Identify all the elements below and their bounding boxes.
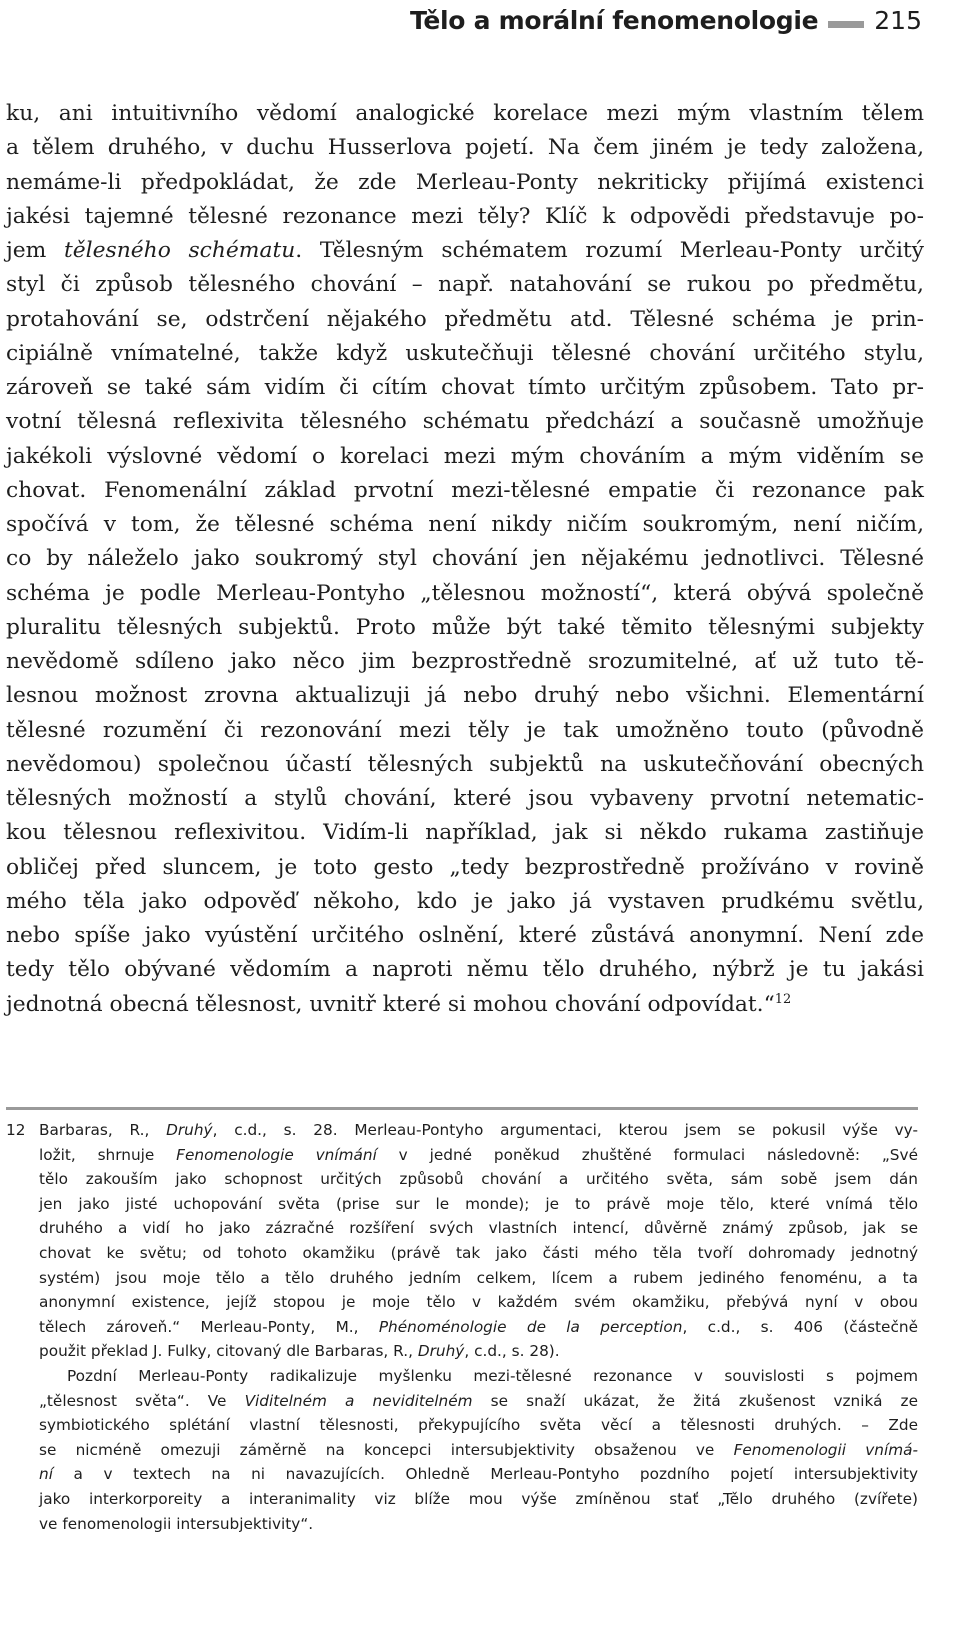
text-segment: , c.d., s. 406 (částečně — [682, 1317, 918, 1336]
header-title: Tělo a morální fenomenologie — [409, 5, 819, 35]
text-line: styl či způsob tělesného chování – např. natahování se rukou po předmětu, — [6, 272, 924, 298]
title-emphasis: Fenomenologii vnímá- — [733, 1440, 919, 1459]
running-header — [410, 0, 922, 40]
footnote-number: 12 — [6, 1121, 26, 1139]
footnote-body — [39, 1118, 918, 1536]
text-segment: tělech zároveň.“ Merleau-Ponty, M., — [39, 1317, 379, 1336]
text-segment: , c.d., s. 28). — [464, 1342, 560, 1361]
footnote-line: ve fenomenologii intersubjektivity“. — [39, 1514, 314, 1533]
footnote-reference[interactable]: 12 — [774, 991, 792, 1007]
text-segment: „tělesnost světa“. Ve — [39, 1391, 245, 1410]
text-line: co by náleželo jako soukromý styl chování jen nějakému jednotlivci. Tělesné — [6, 546, 924, 572]
text-line: spočívá v tom, že tělesné schéma není nikdy ničím soukromým, není ničím, — [6, 512, 924, 537]
footnote-line: systém) jsou moje tělo a tělo druhého jedním celkem, lícem a rubem jediného fenoménu, a ta — [39, 1268, 918, 1287]
text-segment: Barbaras, R., — [39, 1121, 167, 1139]
page-number: 215 — [874, 5, 922, 35]
text-line: lesnou možnost zrovna aktualizuji já nebo druhý nebo všichni. Elementární — [6, 683, 924, 709]
text-segment: použit překlad J. Fulky, citovaný dle Barbaras, R., — [39, 1342, 418, 1361]
footnote-line: druhého a vidí ho jako zázračné rozšíření svých vlastních intencí, důvěrně známý způsob, jak se — [39, 1219, 918, 1238]
text-line: chovat. Fenomenální základ prvotní mezi-tělesné empatie či rezonance pak — [6, 477, 924, 503]
text-segment: jednotná obecná tělesnost, uvnitř které si mohou chování odpovídat.“ — [6, 991, 775, 1017]
text-line: nemáme-li předpokládat, že zde Merleau-Ponty nekriticky přijímá existenci — [6, 169, 924, 195]
footnote-12 — [6, 1118, 918, 1536]
text-line: tedy tělo obývané vědomím a naproti němu tělo druhého, nýbrž je tu jakási — [6, 957, 924, 983]
header-rule — [828, 21, 864, 28]
text-line: mého těla jako odpověď někoho, kdo je jako já vystaven prudkému světlu, — [6, 888, 924, 914]
text-segment: se nicméně omezuji záměrně na koncepci intersubjektivity obsaženou ve — [39, 1440, 734, 1459]
text-line: jakési tajemné tělesné rezonance mezi těly? Klíč k odpovědi představuje po- — [6, 203, 924, 229]
text-line — [6, 988, 924, 1022]
text-segment: , c.d., s. 28. Merleau-Pontyho argumentaci, kterou jsem se pokusil výše vy- — [212, 1121, 918, 1139]
text-line: jakékoli výslovné vědomí o korelaci mezi mým chováním a mým viděním se — [6, 443, 924, 469]
text-segment: se snaží ukázat, že žitá zkušenost vzniká ze — [472, 1391, 918, 1410]
text-line: kou tělesnou reflexivitou. Vidím-li například, jak si někdo rukama zastiňuje — [6, 820, 924, 846]
title-emphasis: Viditelném a neviditelném — [244, 1391, 473, 1410]
footnote-line: chovat ke světu; od tohoto okamžiku (právě tak jako části mého těla tvoří dohromady jednotný — [39, 1243, 918, 1262]
title-emphasis: ní — [39, 1465, 53, 1484]
footnote-line: anonymní existence, jejíž stopou je moje tělo v každém svém okamžiku, přebývá nyní v obou — [39, 1293, 918, 1312]
text-segment: v jedné poněkud zhuštěné formulaci následovně: „Své — [376, 1145, 918, 1164]
footnote-line — [39, 1438, 918, 1463]
text-segment: jem — [6, 238, 64, 263]
title-emphasis: Fenomenologie vnímání — [176, 1145, 377, 1164]
text-line: obličej před sluncem, je toto gesto „tedy bezprostředně prožíváno v rovině — [6, 854, 924, 880]
text-line: tělesné rozumění či rezonování mezi těly je tak umožněno touto (původně — [6, 717, 924, 743]
body-paragraph — [6, 97, 924, 1022]
text-line: votní tělesná reflexivita tělesného schématu předchází a současně umožňuje — [6, 409, 924, 435]
title-emphasis: Druhý — [166, 1121, 213, 1139]
footnote-line — [39, 1118, 918, 1143]
footnote-line — [39, 1339, 918, 1364]
term-emphasis: tělesného schématu — [64, 238, 296, 263]
footnote-divider — [6, 1107, 918, 1110]
footnote-line: tělo zakouším jako schopnost určitých způsobů chování a určitého světa, sám sobě jsem dán — [39, 1170, 918, 1189]
title-emphasis: Druhý — [417, 1342, 465, 1361]
text-segment: . Tělesným schématem rozumí Merleau-Ponty určitý — [295, 238, 924, 263]
text-line: schéma je podle Merleau-Pontyho „tělesnou možností“, která obývá společně — [6, 580, 924, 606]
footnote-line — [39, 1462, 918, 1487]
text-line: ku, ani intuitivního vědomí analogické korelace mezi mým vlastním tělem — [6, 101, 924, 126]
text-segment: ložit, shrnuje — [39, 1145, 177, 1164]
text-line: nevědomou) společnou účastí tělesných subjektů na uskutečňování obecných — [6, 751, 924, 777]
text-segment: a v textech na ni navazujících. Ohledně Merleau-Pontyho pozdního pojetí intersubjektivity — [52, 1465, 918, 1484]
footnote-line: jako interkorporeity a interanimality viz blíže mou výše zmíněnou stať „Tělo druhého (zvířete) — [39, 1489, 918, 1508]
footnote-line: symbiotického splétání vlastní tělesnosti, překypujícího světa věcí a tělesnosti druhých. – Zde — [39, 1416, 918, 1435]
footnote-line: jen jako jisté uchopování světa (prise sur le monde); je to právě moje tělo, které vnímá tělo — [39, 1194, 918, 1213]
footnote-line: Pozdní Merleau-Ponty radikalizuje myšlenku mezi-tělesné rezonance v souvislosti s pojmem — [67, 1366, 918, 1385]
text-line: a tělem druhého, v duchu Husserlova pojetí. Na čem jiném je tedy založena, — [6, 135, 924, 161]
text-line: nevědomě sdíleno jako něco jim bezprostředně srozumitelné, ať už tuto tě- — [6, 649, 924, 674]
text-line: pluralitu tělesných subjektů. Proto může být také těmito tělesnými subjekty — [6, 614, 924, 640]
text-line: protahování se, odstrčení nějakého předmětu atd. Tělesné schéma je prin- — [6, 306, 924, 332]
footnote-line — [39, 1143, 918, 1168]
text-line: tělesných možností a stylů chování, které jsou vybaveny prvotní netematic- — [6, 786, 924, 811]
text-line: zároveň se také sám vidím či cítím chovat tímto určitým způsobem. Tato pr- — [6, 375, 924, 400]
footnote-line — [39, 1315, 918, 1340]
text-line: cipiálně vnímatelné, takže když uskutečňuji tělesné chování určitého stylu, — [6, 340, 924, 366]
text-line: nebo spíše jako vyústění určitého oslnění, které zůstává anonymní. Není zde — [6, 923, 924, 948]
text-line — [6, 234, 924, 268]
footnote-line — [39, 1389, 918, 1414]
title-emphasis: Phénoménologie de la perception — [378, 1317, 683, 1336]
